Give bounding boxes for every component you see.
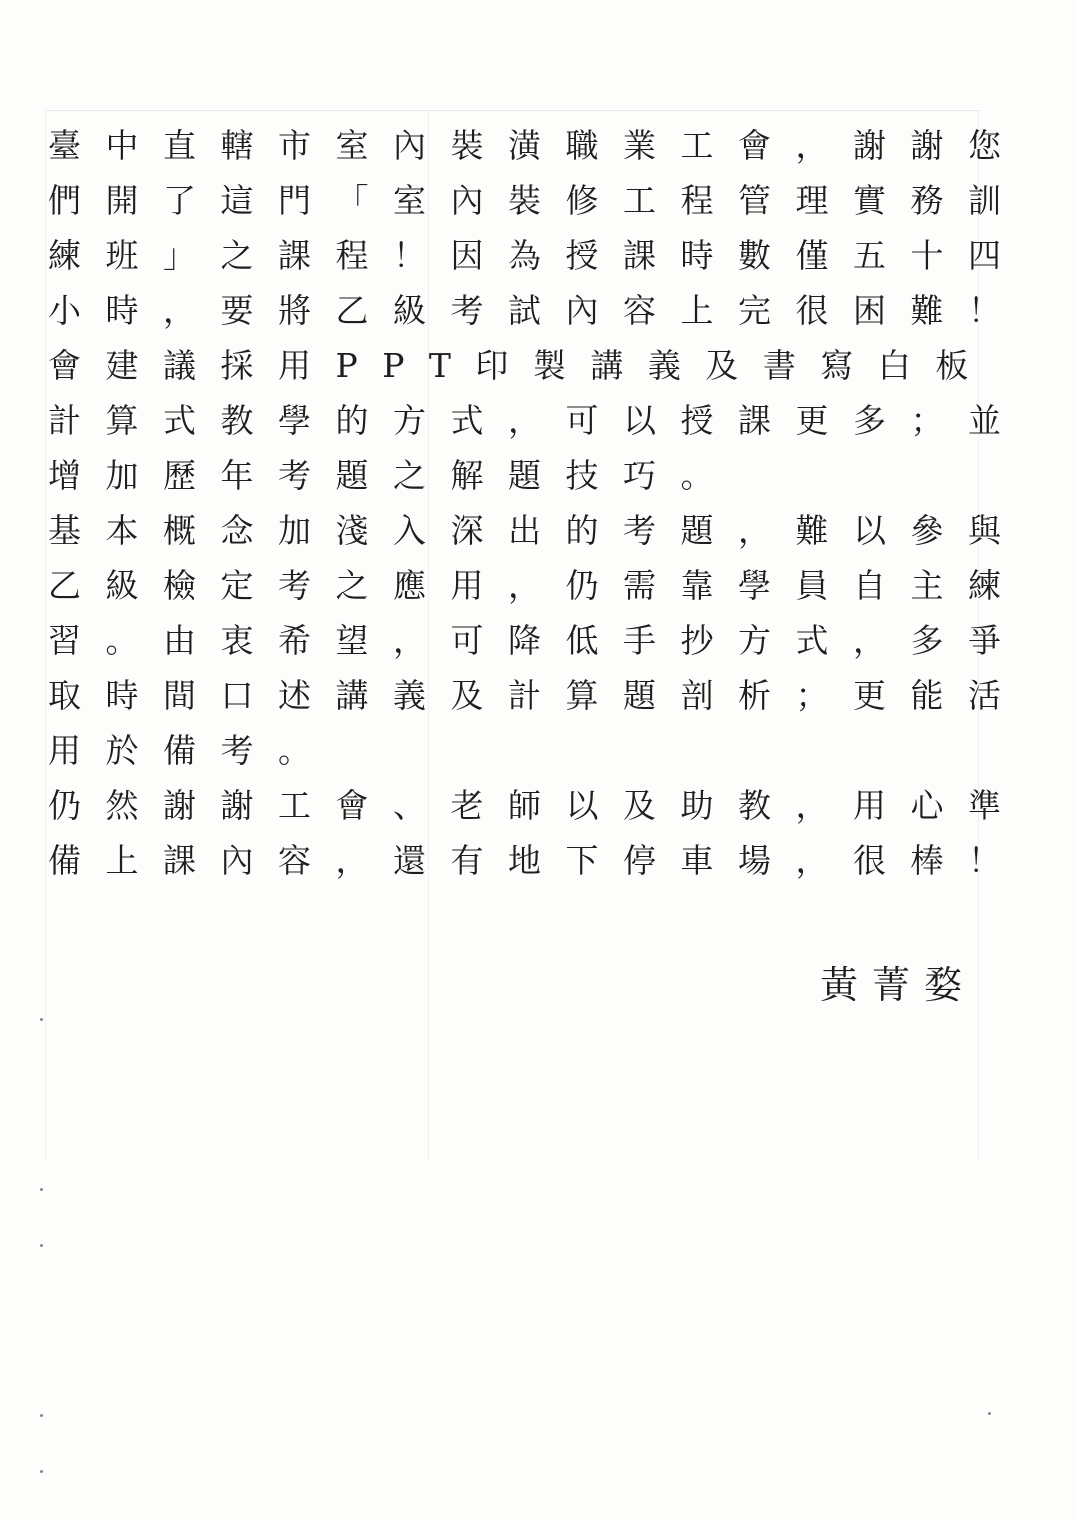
- letter-line: 臺中直轄市室內裝潢職業工會，謝謝您: [48, 126, 1026, 165]
- letter-line: 基本概念加淺入深出的考題，難以參與: [48, 511, 1026, 550]
- letter-line: 增加歷年考題之解題技巧。: [48, 456, 738, 495]
- letter-body: [48, 118, 1026, 888]
- margin-guide: [45, 110, 46, 1160]
- paper-speck: [40, 1244, 43, 1247]
- letter-line: 備上課內容，還有地下停車場，很棒！: [48, 841, 1026, 880]
- paper-speck: [40, 1470, 43, 1473]
- letter-line: 用於備考。: [48, 731, 336, 770]
- letter-line: 乙級檢定考之應用，仍需靠學員自主練: [48, 566, 1026, 605]
- letter-line: 會建議採用PPT印製講義及書寫白板: [48, 346, 993, 385]
- signature: 黃菁婺: [820, 963, 977, 1007]
- letter-line: 計算式教學的方式，可以授課更多；並: [48, 401, 1026, 440]
- paper-speck: [988, 1412, 991, 1415]
- paper-speck: [40, 1018, 43, 1021]
- letter-line: 們開了這門「室內裝修工程管理實務訓: [48, 181, 1026, 220]
- paper-speck: [40, 1188, 43, 1191]
- letter-line: 取時間口述講義及計算題剖析；更能活: [48, 676, 1026, 715]
- letter-line: 習。由衷希望，可降低手抄方式，多爭: [48, 621, 1026, 660]
- top-rule-line: [45, 110, 980, 111]
- letter-line: 練班」之課程！因為授課時數僅五十四: [48, 236, 1026, 275]
- letter-line: 仍然謝謝工會、老師以及助教，用心準: [48, 786, 1026, 825]
- paper-speck: [40, 1414, 43, 1417]
- letter-line: 小時，要將乙級考試內容上完很困難！: [48, 291, 1026, 330]
